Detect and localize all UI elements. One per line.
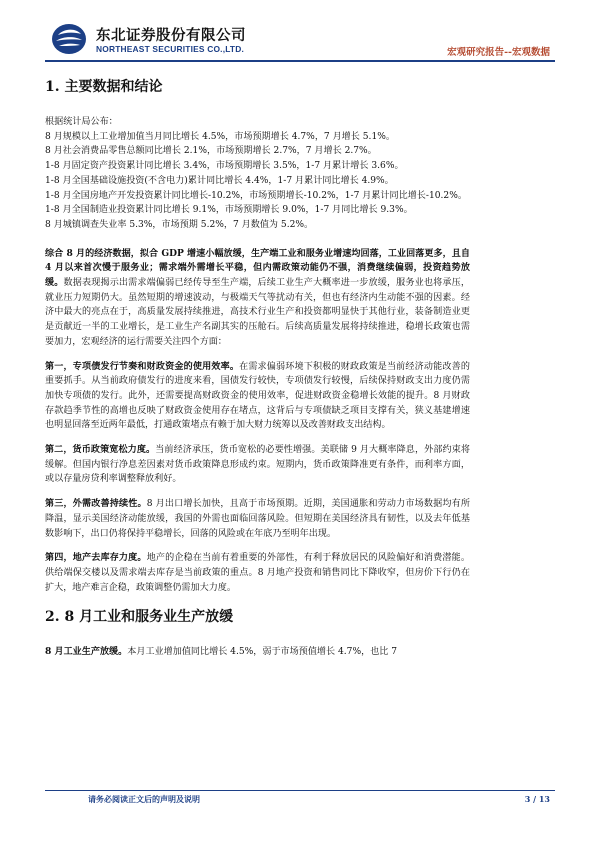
section-2-lead-paragraph — [45, 645, 470, 660]
page-header — [50, 22, 550, 62]
summary-paragraph — [45, 247, 470, 350]
point-heading: 第一，专项债发行节奏和财政资金的使用效率。 — [45, 360, 240, 372]
footer-disclaimer: 请务必阅读正文后的声明及说明 — [88, 794, 200, 804]
lead-heading: 8 月工业生产放缓。 — [45, 646, 128, 658]
page-number: 3 / 13 — [524, 794, 550, 804]
data-source-line: 根据统计局公布： — [45, 117, 118, 127]
summary-text: 数据表现揭示出需求端偏弱已经传导至生产端，后续工业生产大概率进一步放缓，服务业也将承压，就业压力短期仍大。虽然短期的增速波动，与极端天气等扰动有关，但也有经济内生动能不强的因素。经济中最大的亮点在于，高质量发展持续推进，高技术行业生产和投资都明显快于其他行业，装备制造业更是贡献近一半的工业增长，是工业生产名副其实的压舱石。后续高质量发展将持续推进，稳增长政策也需要加力，宏观经济的运行需要关注四个方面： — [45, 278, 470, 347]
header-divider — [45, 60, 555, 62]
section-2-title: 2. 8 月工业和服务业生产放缓 — [45, 609, 234, 626]
stat-line: 8 月规模以上工业增加值当月同比增长 4.5%，市场预期增长 4.7%，7 月增长 5.1%。 — [45, 131, 395, 142]
point-text: 当前经济承压，货币宽松的必要性增强。美联储 9 月大概率降息，外部约束将缓解。但国内银行净息差因素对货币政策降息形成约束。短期内，货币政策降准更有条件，而利率方面，或以存量房贷利率调整释放利好。 — [45, 445, 470, 485]
company-logo-icon — [50, 22, 90, 56]
point-paragraph — [45, 360, 470, 434]
stat-line: 1-8 月全国房地产开发投资累计同比增长-10.2%，市场预期增长-10.2%，1-7 月累计同比增长-10.2%。 — [45, 190, 467, 201]
point-text: 在需求偏弱环境下积极的财政政策是当前经济动能改善的重要抓手。从当前政府债发行的进度来看，国债发行较快，专项债发行较慢，后续保持财政支出力度仍需加快专项债的发行。此外，还需要提高财政资金的使用效率，促进财政资金稳增长效能的提升。8 月财政存款趋季节性的高增也反映了财政资金使用存在堵点，这背后与专项债缺乏项目支撑有关，狭义基建增速也明显回落至近两年最低，打通政策堵点有赖于加大财力统筹以及改善财政支出结构。 — [45, 361, 470, 431]
point-paragraph — [45, 497, 470, 541]
company-name-cn: 东北证券股份有限公司 — [96, 28, 246, 44]
report-type-label: 宏观研究报告--宏观数据 — [447, 47, 550, 58]
stat-line: 1-8 月全国制造业投资累计同比增长 9.1%，市场预期增长 9.0%，1-7 月同比增长 9.3%。 — [45, 205, 413, 216]
stat-line: 1-8 月固定资产投资累计同比增长 3.4%，市场预期增长 3.5%，1-7 月累计增长 3.6%。 — [45, 161, 404, 172]
report-body — [45, 75, 470, 660]
lead-text: 本月工业增加值同比增长 4.5%，弱于市场预值增长 4.7%，也比 7 — [127, 647, 398, 658]
summary-bold: 综合 8 月的经济数据，拟合 GDP 增速小幅放缓，生产端工业和服务业增速均回落，工业回落更多，且自 4 月以来首次慢于服务业；需求端外需增长平稳，但内需政策动能仍不强，消费继续偏弱，投资趋势放缓。 — [45, 247, 470, 289]
stat-line: 8 月城镇调查失业率 5.3%，市场预期 5.2%，7 月数值为 5.2%。 — [45, 219, 314, 230]
point-paragraph — [45, 551, 470, 595]
point-heading: 第三，外需改善持续性。 — [45, 498, 147, 510]
key-stats-list — [45, 130, 470, 233]
point-text: 8 月出口增长加快，且高于市场预期。近期，美国通胀和劳动力市场数据均有所降温，显示美国经济动能放缓，我国的外需也面临回落风险。但短期在美国经济具有韧性，以及去年低基数影响下，出口仍将保持平稳增长，回落的风险或在年底乃至明年出现。 — [45, 499, 470, 539]
point-heading: 第二，货币政策宽松力度。 — [45, 444, 156, 456]
point-paragraph — [45, 443, 470, 487]
section-1-title: 1. 主要数据和结论 — [45, 79, 163, 95]
point-heading: 第四，地产去库存力度。 — [45, 552, 147, 564]
point-text: 地产的企稳在当前有着重要的外部性，有利于释放居民的风险偏好和消费潜能。供给端保交楼以及需求端去库存是当前政策的重点。8 月地产投资和销售同比下降收窄，但房价下行仍在扩大，地产难言企稳，政策调整仍需加大力度。 — [45, 553, 470, 593]
stat-line: 1-8 月全国基础设施投资(不含电力)累计同比增长 4.4%，1-7 月累计同比增长 4.9%。 — [45, 175, 394, 186]
footer-divider — [45, 790, 555, 791]
company-name-en: NORTHEAST SECURITIES CO.,LTD. — [96, 44, 245, 54]
stat-line: 8 月社会消费品零售总额同比增长 2.1%，市场预期增长 2.7%，7 月增长 2.7%。 — [45, 146, 377, 157]
